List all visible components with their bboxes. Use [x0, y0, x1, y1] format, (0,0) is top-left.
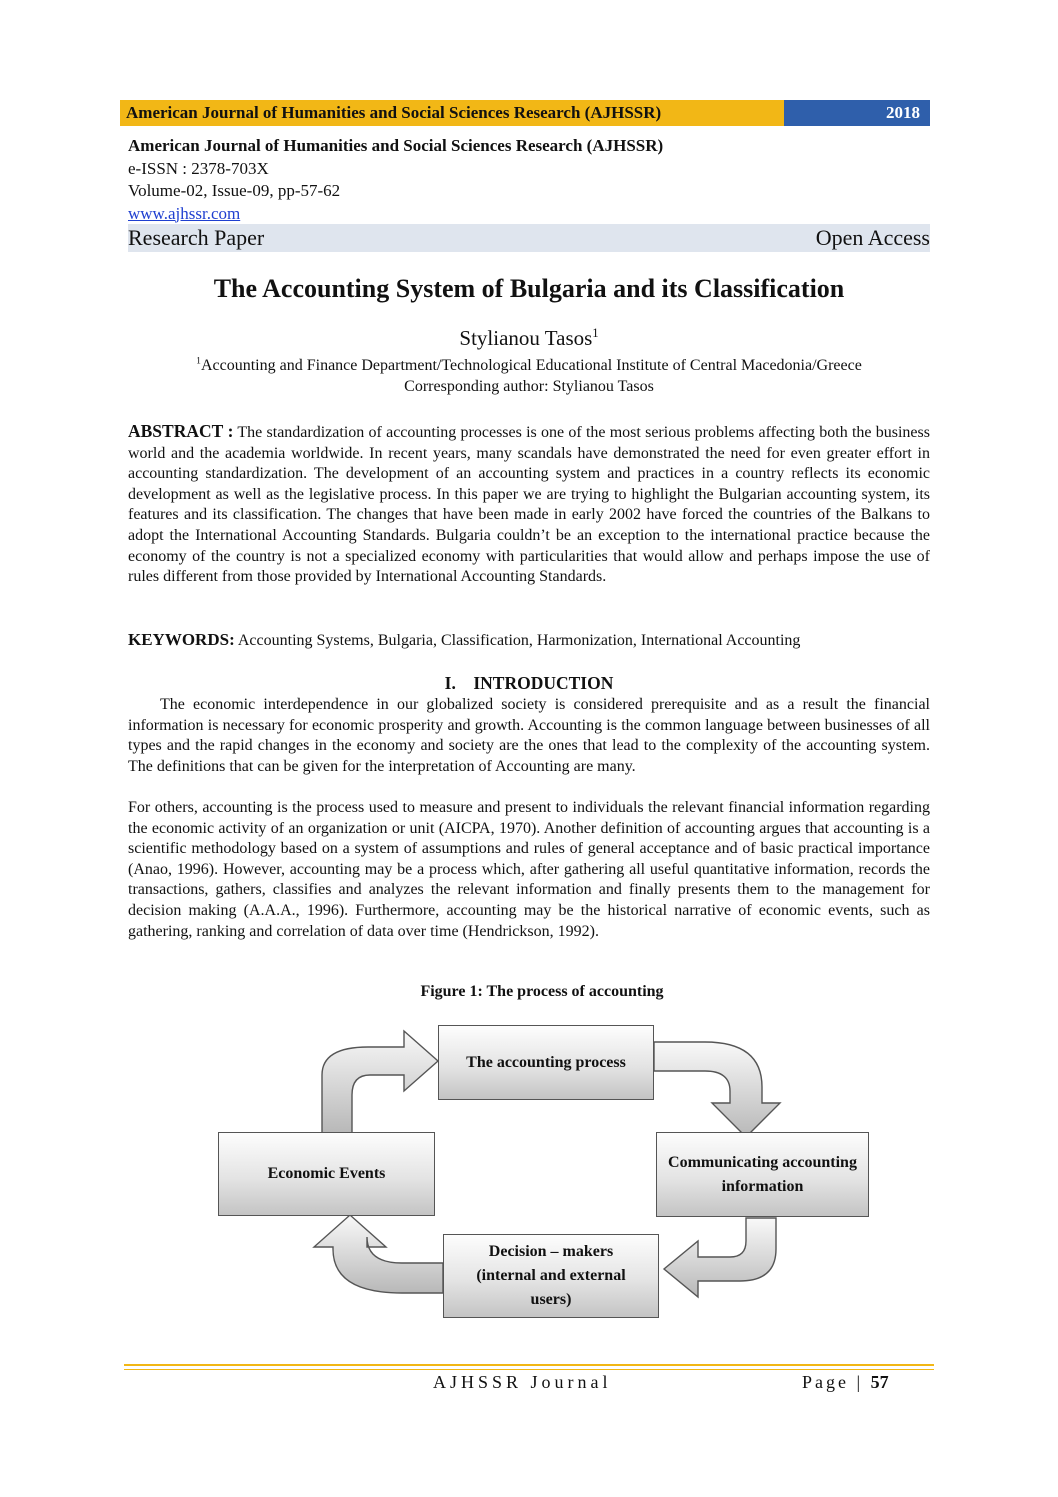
footer-page: [802, 1372, 889, 1393]
footer-rule-bottom: [124, 1369, 934, 1370]
paper-type-bar: [128, 224, 930, 252]
journal-issn: e-ISSN : 2378-703X: [128, 158, 269, 178]
intro-paragraph-1: The economic interdependence in our globalized society is considered prerequisite and as a result the financial information is necessary for economic prosperity and growth. Accounting is the common language between businesses of all types and the rapid changes in the economy and society are the ones that lead to the complexity of the accounting system. The definitions that can be given for the interpretation of Accounting are many.: [128, 696, 930, 775]
affiliation: Accounting and Finance Department/Technological Educational Institute of Central Macedonia/Greece: [200, 357, 862, 374]
keywords-label: KEYWORDS:: [128, 630, 235, 649]
journal-website-link[interactable]: www.ajhssr.com: [128, 203, 241, 223]
paper-type: Research Paper: [128, 225, 265, 250]
box-economic-events-label: Economic Events: [267, 1165, 386, 1182]
author-superscript: 1: [592, 326, 599, 340]
keywords-text: Accounting Systems, Bulgaria, Classification, Harmonization, International Accounting: [237, 632, 801, 649]
arrow-economic-to-process: [322, 1031, 438, 1133]
journal-volume: Volume-02, Issue-09, pp-57-62: [128, 181, 341, 200]
abstract-text: The standardization of accounting processes is one of the most serious problems affecting both the business world and the academia worldwide. In recent years, many scandals have demonstrated the need for even greater effort in accounting standardization. The development of an accounting system and practices in a country reflects its economic development as well as the legislative process. In this paper we are trying to highlight the Bulgarian accounting system, its features and its classification. The changes that have been made in early 2002 have forced the countries of the Balkans to adopt the International Accounting Standards. Bulgaria couldn’t be an exception to the international practice because the economy of the country is not a specialized economy with particularities that would allow and perhaps impose the use of rules different from those provided by International Accounting Standards.: [128, 424, 930, 586]
author-line: [0, 326, 1058, 351]
abstract-label: ABSTRACT :: [128, 421, 234, 441]
box-decision-makers-label: Decision – makers (internal and external users): [476, 1243, 626, 1308]
arrow-decision-to-economic-shape: [314, 1215, 443, 1293]
box-decision-makers: [443, 1234, 659, 1318]
header-year: 2018: [784, 100, 930, 126]
keywords: [128, 630, 930, 652]
box-communicating-information: [656, 1132, 869, 1217]
author-name: Stylianou Tasos: [459, 326, 593, 350]
footer-journal: AJHSSR Journal: [433, 1372, 612, 1392]
box-communicating-label: Communicating accounting information: [668, 1153, 857, 1195]
article-title: The Accounting System of Bulgaria and its Classification: [213, 274, 845, 303]
arrow-communicating-to-decision: [664, 1218, 776, 1297]
journal-info: [128, 135, 663, 225]
affiliation-block: [0, 355, 1058, 397]
footer-page-label: Page |: [802, 1372, 864, 1392]
corresponding-author: Corresponding author: Stylianou Tasos: [404, 378, 654, 395]
header-journal-name: American Journal of Humanities and Social Sciences Research (AJHSSR): [120, 100, 784, 126]
box-accounting-process-label: The accounting process: [466, 1053, 626, 1071]
section-heading-introduction: I. INTRODUCTION: [444, 673, 614, 693]
intro-paragraph-2: For others, accounting is the process used to measure and present to individuals the relevant financial information regarding the economic activity of an organization or unit (AICPA, 1970). Another definition of accounting argues that accounting is a scientific methodology based on a system of assumptions and rules of general acceptance and of basic practical importance (Anao, 1996). However, accounting may be a process which, after gathering all useful quantitative information, records the transactions, gathers, classifies and analyzes the relevant information and finally presents them to the management for decision making (A.A.A., 1996). Furthermore, accounting may be the historical narrative of economic events, such as gathering, ranking and correlation of data over time (Hendrickson, 1992).: [128, 799, 930, 940]
box-economic-events: [218, 1132, 435, 1216]
accounting-process-diagram: [190, 1015, 890, 1335]
arrow-process-to-communicating: [654, 1042, 780, 1137]
footer-page-number: 57: [870, 1372, 889, 1392]
affiliation-superscript: 1: [196, 355, 201, 367]
journal-header-band: [120, 100, 930, 126]
journal-title: American Journal of Humanities and Social Sciences Research (AJHSSR): [128, 136, 664, 155]
footer-rule-top: [124, 1364, 934, 1366]
abstract: [128, 421, 930, 588]
figure-caption: Figure 1: The process of accounting: [420, 983, 664, 1000]
box-accounting-process: [438, 1025, 654, 1100]
access-type: Open Access: [815, 225, 930, 250]
